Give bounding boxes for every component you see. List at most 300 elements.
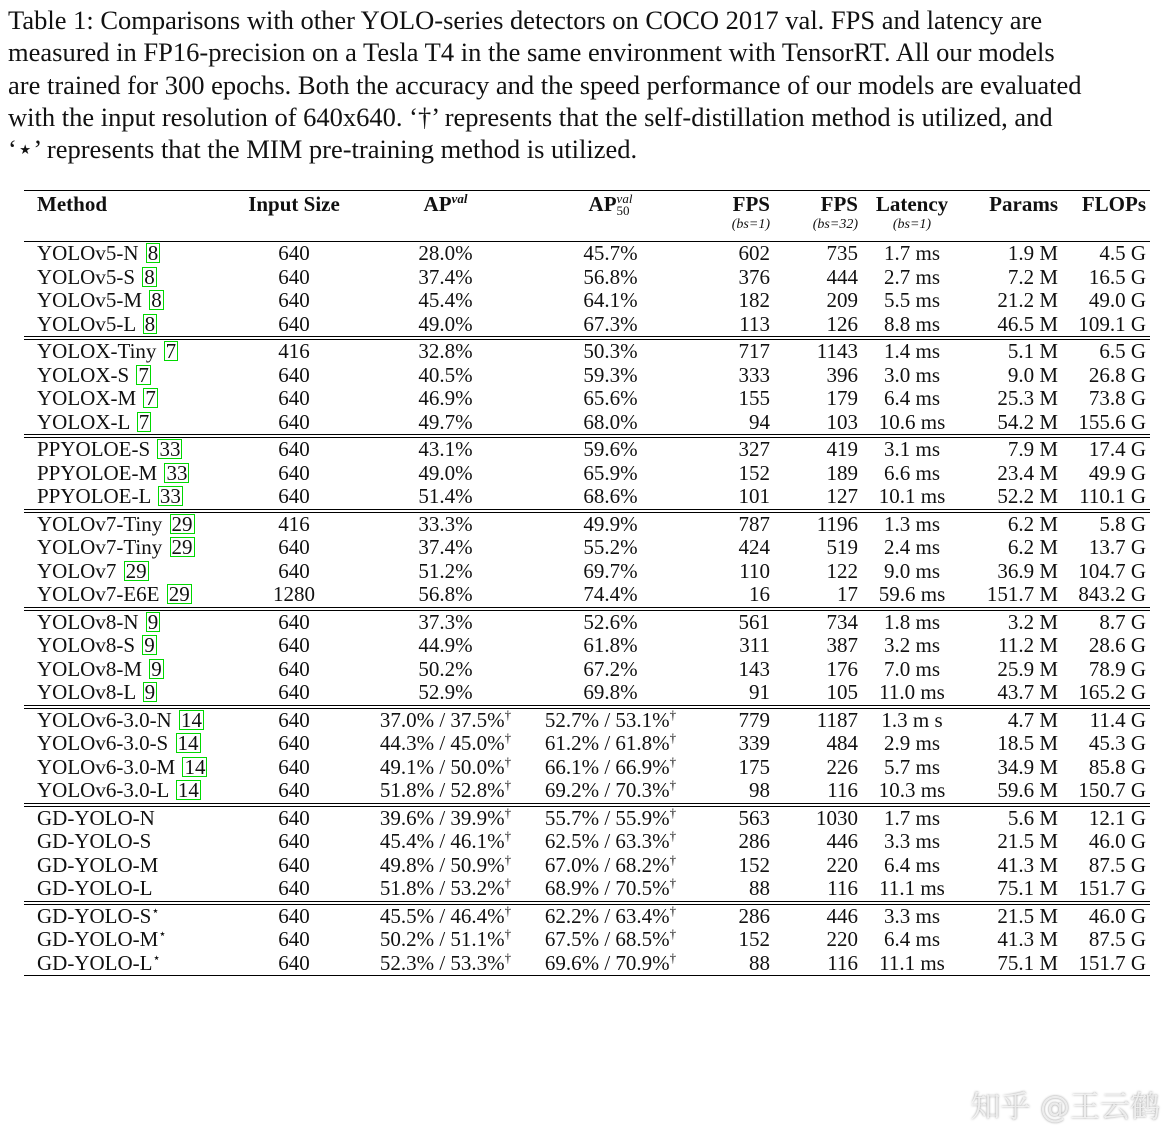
cell-fps-bs32: 116 — [827, 876, 858, 900]
cell-method: YOLOX-S 7 — [37, 362, 149, 387]
distill-mark: † — [504, 949, 512, 965]
comparison-table — [24, 190, 1150, 976]
cell-params: 5.1 M — [1007, 339, 1058, 363]
cell-method: YOLOv6-3.0-M 14 — [37, 754, 206, 779]
cell-flops: 110.1 G — [1079, 484, 1146, 508]
cell-ap: 37.0% / 37.5%† — [379, 706, 512, 732]
cell-params: 59.6 M — [997, 778, 1058, 802]
cell-fps-bs1: 376 — [738, 264, 770, 289]
cell-input-size: 640 — [278, 927, 310, 951]
cell-latency: 5.5 ms — [883, 288, 940, 312]
cell-method: PPYOLOE-M 33 — [37, 460, 188, 485]
cell-ap: 37.3% — [418, 609, 473, 634]
cell-fps-bs32: 396 — [826, 362, 858, 387]
mim-mark: ⋆ — [152, 949, 161, 965]
table-group — [24, 511, 1150, 609]
distill-mark: † — [504, 777, 512, 792]
cell-fps-bs32: 446 — [826, 903, 858, 928]
distill-mark: † — [669, 851, 677, 867]
distill-mark: † — [669, 804, 677, 820]
table-row — [24, 779, 1150, 805]
table-group — [24, 338, 1150, 436]
cell-ap: 40.5% — [418, 362, 473, 387]
distill-mark: † — [669, 875, 677, 890]
cell-method: YOLOv7-Tiny 29 — [37, 511, 193, 536]
cell-fps-bs1: 333 — [738, 362, 770, 387]
cell-ap: 51.8% / 52.8%† — [379, 777, 512, 802]
cell-method: YOLOv6-3.0-S 14 — [37, 731, 199, 755]
cell-flops: 87.5 G — [1088, 852, 1146, 877]
table-row — [24, 560, 1150, 584]
cell-latency: 6.4 ms — [883, 852, 940, 877]
cell-latency: 9.0 ms — [883, 558, 940, 583]
cell-params: 25.3 M — [997, 386, 1058, 410]
cell-ap: 37.4% — [418, 264, 473, 289]
citation-link[interactable]: 9 — [147, 609, 159, 634]
cell-params: 41.3 M — [997, 852, 1058, 877]
cell-input-size: 416 — [278, 339, 310, 363]
cell-flops: 16.5 G — [1088, 264, 1146, 289]
cell-flops: 155.6 G — [1078, 409, 1146, 434]
cell-params: 43.7 M — [997, 680, 1058, 704]
header-ap50: AP val 50 — [588, 191, 633, 218]
citation-link[interactable]: 29 — [171, 535, 193, 559]
cell-params: 52.2 M — [997, 484, 1058, 508]
cell-fps-bs1: 16 — [749, 582, 770, 606]
citation-link[interactable]: 29 — [171, 511, 193, 536]
cell-ap50: 74.4% — [583, 582, 638, 606]
cell-input-size: 640 — [278, 754, 310, 779]
cell-fps-bs1: 94 — [749, 409, 770, 434]
citation-link[interactable]: 33 — [159, 484, 181, 508]
cell-flops: 49.0 G — [1088, 288, 1146, 312]
cell-latency: 6.6 ms — [883, 460, 940, 485]
cell-fps-bs1: 339 — [738, 731, 770, 755]
cell-fps-bs32: 127 — [826, 484, 858, 508]
cell-flops: 46.0 G — [1088, 903, 1146, 928]
cell-params: 75.1 M — [997, 950, 1058, 975]
cell-params: 41.3 M — [997, 927, 1058, 951]
cell-params: 21.2 M — [997, 288, 1058, 312]
header-params: Params — [989, 192, 1058, 216]
cell-flops: 17.4 G — [1088, 437, 1146, 461]
cell-latency: 10.1 ms — [878, 484, 946, 508]
cell-params: 7.9 M — [1007, 437, 1058, 461]
cell-ap50: 45.7% — [583, 241, 638, 265]
cell-latency: 3.3 ms — [883, 903, 940, 928]
distill-mark: † — [504, 804, 512, 820]
cell-ap: 56.8% — [418, 582, 473, 606]
cell-ap: 49.0% — [418, 311, 473, 336]
citation-link[interactable]: 7 — [138, 409, 150, 434]
table-group — [24, 903, 1150, 976]
cell-input-size: 640 — [278, 656, 310, 681]
cell-fps-bs1: 175 — [738, 754, 770, 779]
cell-ap: 46.9% — [418, 386, 473, 410]
cell-ap: 51.8% / 53.2%† — [379, 875, 512, 900]
cell-input-size: 640 — [278, 876, 310, 900]
cell-latency: 8.8 ms — [883, 311, 940, 336]
cell-ap: 43.1% — [418, 437, 473, 461]
cell-flops: 78.9 G — [1088, 656, 1146, 681]
cell-ap50: 62.5% / 63.3%† — [544, 828, 677, 853]
cell-input-size: 640 — [278, 264, 310, 289]
header-fps-bs32: FPS (bs=32) — [812, 192, 858, 232]
cell-method: YOLOv5-S 8 — [37, 264, 155, 289]
citation-link[interactable]: 8 — [151, 288, 162, 312]
cell-method: GD-YOLO-S — [37, 829, 152, 853]
table-row — [24, 266, 1150, 290]
cell-fps-bs1: 311 — [739, 633, 770, 657]
cell-ap: 51.2% — [418, 558, 473, 583]
cell-flops: 46.0 G — [1088, 829, 1146, 853]
cell-fps-bs32: 1143 — [816, 339, 858, 363]
cell-fps-bs1: 98 — [749, 778, 770, 802]
caption-line: measured in FP16-precision on a Tesla T4 in the same environment with TensorRT. All our models — [8, 37, 1055, 68]
cell-fps-bs1: 424 — [738, 535, 770, 559]
mim-mark: ⋆ — [151, 902, 160, 918]
distill-mark: † — [504, 875, 512, 890]
cell-method: PPYOLOE-L 33 — [37, 484, 181, 508]
cell-latency: 11.0 ms — [879, 680, 945, 704]
cell-latency: 6.4 ms — [883, 927, 940, 951]
cell-fps-bs32: 220 — [826, 927, 858, 951]
cell-method: GD-YOLO-M⋆ — [37, 926, 167, 951]
cell-latency: 11.1 ms — [879, 950, 945, 975]
cell-method: PPYOLOE-S 33 — [37, 437, 181, 461]
cell-latency: 1.8 ms — [883, 609, 940, 634]
caption-line: are trained for 300 epochs. Both the accuracy and the speed performance of our models are evaluated — [8, 69, 1082, 100]
cell-method: YOLOv8-S 9 — [37, 633, 155, 657]
cell-fps-bs32: 1030 — [816, 805, 858, 830]
cell-ap: 33.3% — [418, 511, 473, 536]
cell-ap: 52.3% / 53.3%† — [379, 949, 512, 975]
cell-ap50: 68.9% / 70.5%† — [544, 875, 677, 900]
cell-ap: 51.4% — [418, 484, 473, 508]
cell-input-size: 640 — [278, 829, 310, 853]
table-group — [24, 436, 1150, 511]
cell-params: 6.2 M — [1007, 535, 1058, 559]
distill-mark: † — [669, 753, 677, 769]
cell-ap50: 69.6% / 70.9%† — [544, 949, 677, 975]
cell-fps-bs1: 110 — [739, 558, 770, 583]
cell-fps-bs32: 116 — [827, 950, 858, 975]
cell-method: YOLOv7 29 — [37, 558, 147, 583]
cell-params: 34.9 M — [997, 754, 1058, 779]
cell-ap50: 67.3% — [583, 311, 638, 336]
cell-ap: 45.4% — [418, 288, 473, 312]
cell-fps-bs32: 735 — [826, 241, 858, 265]
cell-flops: 151.7 G — [1078, 876, 1146, 900]
cell-params: 151.7 M — [986, 582, 1058, 606]
cell-fps-bs1: 327 — [738, 437, 770, 461]
cell-flops: 165.2 G — [1078, 680, 1146, 704]
distill-mark: † — [669, 706, 677, 722]
cell-fps-bs32: 226 — [826, 754, 858, 779]
citation-link[interactable]: 7 — [145, 386, 156, 410]
cell-ap50: 69.8% — [583, 680, 638, 704]
cell-ap50: 65.9% — [583, 460, 638, 485]
cell-ap50: 55.7% / 55.9%† — [544, 804, 677, 830]
cell-latency: 1.7 ms — [883, 805, 940, 830]
cell-ap: 44.3% / 45.0%† — [379, 730, 512, 755]
cell-fps-bs32: 17 — [837, 582, 858, 606]
cell-ap50: 69.7% — [583, 558, 638, 583]
cell-method: YOLOv8-M 9 — [37, 656, 162, 681]
cell-method: YOLOv6-3.0-L 14 — [37, 778, 199, 802]
cell-input-size: 640 — [278, 241, 310, 265]
caption-line: ‘⋆’ represents that the MIM pre-training method is utilized. — [8, 134, 638, 165]
cell-ap: 39.6% / 39.9%† — [379, 804, 512, 830]
cell-method: YOLOv6-3.0-N 14 — [37, 707, 202, 732]
citation-link[interactable]: 9 — [144, 680, 156, 704]
cell-flops: 104.7 G — [1078, 558, 1146, 583]
cell-fps-bs32: 734 — [826, 609, 858, 634]
cell-fps-bs1: 152 — [738, 460, 770, 485]
cell-fps-bs32: 105 — [826, 680, 858, 704]
cell-ap50: 61.8% — [583, 633, 638, 657]
cell-params: 7.2 M — [1007, 264, 1058, 289]
table-row — [24, 485, 1150, 511]
header-row — [24, 191, 1150, 242]
watermark: 知乎 @王云鹤 — [970, 1090, 1160, 1125]
citation-link[interactable]: 8 — [144, 264, 155, 289]
cell-method: YOLOv5-M 8 — [37, 288, 162, 312]
cell-ap: 50.2% — [418, 656, 473, 681]
table-row — [24, 681, 1150, 707]
citation-link[interactable]: 7 — [138, 362, 149, 387]
cell-ap50: 66.1% / 66.9%† — [544, 753, 677, 779]
cell-params: 36.9 M — [997, 558, 1058, 583]
cell-fps-bs32: 220 — [826, 852, 858, 877]
cell-fps-bs1: 561 — [738, 609, 770, 634]
distill-mark: † — [669, 730, 677, 745]
cell-ap50: 67.5% / 68.5%† — [544, 926, 677, 951]
cell-fps-bs32: 176 — [826, 656, 858, 681]
cell-ap50: 59.3% — [583, 362, 638, 387]
cell-latency: 2.4 ms — [883, 535, 940, 559]
cell-fps-bs32: 1196 — [816, 511, 858, 536]
header-ap: $AP^{val}$ — [423, 191, 468, 216]
cell-params: 21.5 M — [997, 903, 1058, 928]
table-row — [24, 289, 1150, 313]
cell-fps-bs1: 602 — [738, 241, 770, 265]
table-row — [24, 364, 1150, 388]
citation-link[interactable]: 14 — [177, 778, 199, 802]
citation-link[interactable]: 9 — [144, 633, 155, 657]
table-row — [24, 952, 1150, 976]
cell-latency: 11.1 ms — [879, 876, 945, 900]
cell-ap50: 65.6% — [583, 386, 638, 410]
distill-mark: † — [504, 730, 512, 745]
table-row — [24, 338, 1150, 364]
table-row — [24, 462, 1150, 486]
table-row — [24, 830, 1150, 854]
cell-flops: 87.5 G — [1088, 927, 1146, 951]
cell-method: GD-YOLO-M — [37, 852, 159, 877]
cell-method: YOLOv7-Tiny 29 — [37, 535, 193, 559]
citation-link[interactable]: 33 — [166, 460, 188, 485]
cell-latency: 3.0 ms — [883, 362, 940, 387]
distill-mark: † — [669, 777, 677, 792]
cell-method: YOLOv5-L 8 — [37, 311, 156, 336]
table-row — [24, 877, 1150, 903]
cell-params: 5.6 M — [1007, 805, 1058, 830]
cell-input-size: 640 — [278, 852, 310, 877]
cell-method: YOLOv8-N 9 — [37, 609, 159, 634]
cell-ap: 32.8% — [418, 339, 473, 363]
caption-line: with the input resolution of 640x640. ‘†’ represents that the self-distillation method is utilized, and — [8, 101, 1053, 132]
cell-ap50: 52.6% — [583, 609, 638, 634]
cell-input-size: 640 — [278, 386, 310, 410]
citation-link[interactable]: 14 — [184, 754, 206, 779]
table-row — [24, 313, 1150, 339]
cell-fps-bs1: 182 — [738, 288, 770, 312]
citation-link[interactable]: 29 — [168, 582, 190, 606]
table-row — [24, 756, 1150, 780]
cell-ap50: 52.7% / 53.1%† — [544, 706, 677, 732]
distill-mark: † — [504, 902, 512, 918]
distill-mark: † — [669, 828, 677, 843]
cell-fps-bs32: 387 — [826, 633, 858, 657]
citation-link[interactable]: 29 — [125, 558, 147, 583]
distill-mark: † — [669, 902, 677, 918]
cell-ap50: 67.0% / 68.2%† — [544, 851, 677, 877]
cell-flops: 28.6 G — [1088, 633, 1146, 657]
table-row — [24, 928, 1150, 952]
cell-fps-bs32: 103 — [826, 409, 858, 434]
cell-input-size: 640 — [278, 903, 310, 928]
cell-ap50: 68.6% — [583, 484, 638, 508]
cell-method: GD-YOLO-S⋆ — [37, 902, 160, 928]
cell-fps-bs1: 787 — [738, 511, 770, 536]
cell-fps-bs1: 143 — [738, 656, 770, 681]
cell-input-size: 1280 — [273, 582, 315, 606]
cell-input-size: 640 — [278, 609, 310, 634]
cell-flops: 85.8 G — [1088, 754, 1146, 779]
table-row — [24, 854, 1150, 878]
cell-input-size: 640 — [278, 311, 310, 336]
table-row — [24, 583, 1150, 609]
cell-flops: 4.5 G — [1099, 241, 1146, 265]
cell-flops: 45.3 G — [1088, 731, 1146, 755]
header-input-size: Input Size — [248, 192, 340, 216]
distill-mark: † — [669, 926, 677, 941]
citation-link[interactable]: 7 — [165, 339, 177, 363]
citation-link[interactable]: 14 — [177, 731, 199, 755]
citation-link[interactable]: 8 — [147, 241, 159, 265]
distill-mark: † — [504, 753, 512, 769]
citation-link[interactable]: 14 — [180, 707, 202, 732]
cell-ap: 49.0% — [418, 460, 473, 485]
caption-line: Table 1: Comparisons with other YOLO-series detectors on COCO 2017 val. FPS and latency are — [8, 5, 1043, 35]
cell-method: YOLOv5-N 8 — [37, 241, 159, 265]
cell-method: GD-YOLO-N — [37, 805, 155, 830]
cell-input-size: 640 — [278, 707, 310, 732]
header-method: Method — [37, 192, 107, 216]
cell-method: GD-YOLO-L⋆ — [37, 949, 161, 975]
cell-input-size: 640 — [278, 633, 310, 657]
cell-flops: 8.7 G — [1099, 609, 1146, 634]
cell-input-size: 640 — [278, 484, 310, 508]
cell-fps-bs1: 717 — [738, 339, 770, 363]
cell-fps-bs1: 779 — [738, 707, 770, 732]
cell-ap: 49.7% — [418, 409, 473, 434]
cell-latency: 10.6 ms — [878, 409, 946, 434]
cell-params: 46.5 M — [997, 311, 1058, 336]
distill-mark: † — [504, 828, 512, 843]
table-row — [24, 707, 1150, 733]
cell-params: 6.2 M — [1007, 511, 1058, 536]
cell-ap50: 56.8% — [583, 264, 638, 289]
cell-flops: 843.2 G — [1078, 582, 1146, 606]
cell-flops: 11.4 G — [1089, 707, 1146, 732]
cell-params: 21.5 M — [997, 829, 1058, 853]
cell-flops: 26.8 G — [1088, 362, 1146, 387]
citation-link[interactable]: 9 — [151, 656, 162, 681]
cell-flops: 109.1 G — [1078, 311, 1146, 336]
cell-fps-bs32: 1187 — [816, 707, 858, 732]
table-row — [24, 903, 1150, 929]
table-row — [24, 658, 1150, 682]
cell-ap50: 62.2% / 63.4%† — [544, 902, 677, 928]
cell-params: 11.2 M — [998, 633, 1058, 657]
cell-method: YOLOv8-L 9 — [37, 680, 156, 704]
cell-input-size: 640 — [278, 558, 310, 583]
cell-latency: 1.4 ms — [883, 339, 940, 363]
cell-fps-bs1: 113 — [739, 311, 770, 336]
cell-params: 18.5 M — [997, 731, 1058, 755]
header-latency: Latency (bs=1) — [875, 192, 949, 232]
cell-ap: 45.5% / 46.4%† — [379, 902, 512, 928]
cell-ap: 28.0% — [418, 241, 473, 265]
cell-input-size: 640 — [278, 288, 310, 312]
cell-fps-bs1: 155 — [738, 386, 770, 410]
cell-fps-bs1: 101 — [738, 484, 770, 508]
cell-fps-bs1: 286 — [738, 903, 770, 928]
cell-latency: 3.2 ms — [883, 633, 940, 657]
cell-flops: 73.8 G — [1088, 386, 1146, 410]
cell-params: 23.4 M — [997, 460, 1058, 485]
citation-link[interactable]: 8 — [144, 311, 156, 336]
table-caption — [8, 4, 1168, 165]
cell-latency: 1.3 ms — [883, 511, 940, 536]
distill-mark: † — [504, 851, 512, 867]
cell-fps-bs1: 91 — [749, 680, 770, 704]
cell-method: YOLOv7-E6E 29 — [37, 582, 190, 606]
distill-mark: † — [669, 949, 677, 965]
cell-ap50: 68.0% — [583, 409, 638, 434]
cell-latency: 10.3 ms — [878, 778, 946, 802]
cell-input-size: 640 — [278, 460, 310, 485]
cell-ap: 37.4% — [418, 535, 473, 559]
cell-input-size: 640 — [278, 409, 310, 434]
cell-params: 1.9 M — [1007, 241, 1058, 265]
cell-params: 25.9 M — [997, 656, 1058, 681]
cell-ap50: 55.2% — [583, 535, 638, 559]
cell-latency: 1.7 ms — [883, 241, 940, 265]
cell-fps-bs32: 446 — [826, 829, 858, 853]
cell-flops: 6.5 G — [1099, 339, 1146, 363]
cell-input-size: 640 — [278, 680, 310, 704]
citation-link[interactable]: 33 — [159, 437, 181, 461]
cell-latency: 2.7 ms — [883, 264, 940, 289]
cell-flops: 151.7 G — [1078, 950, 1146, 975]
cell-fps-bs32: 209 — [826, 288, 858, 312]
cell-ap50: 64.1% — [583, 288, 638, 312]
cell-ap50: 49.9% — [583, 511, 638, 536]
cell-method: YOLOX-M 7 — [37, 386, 156, 410]
